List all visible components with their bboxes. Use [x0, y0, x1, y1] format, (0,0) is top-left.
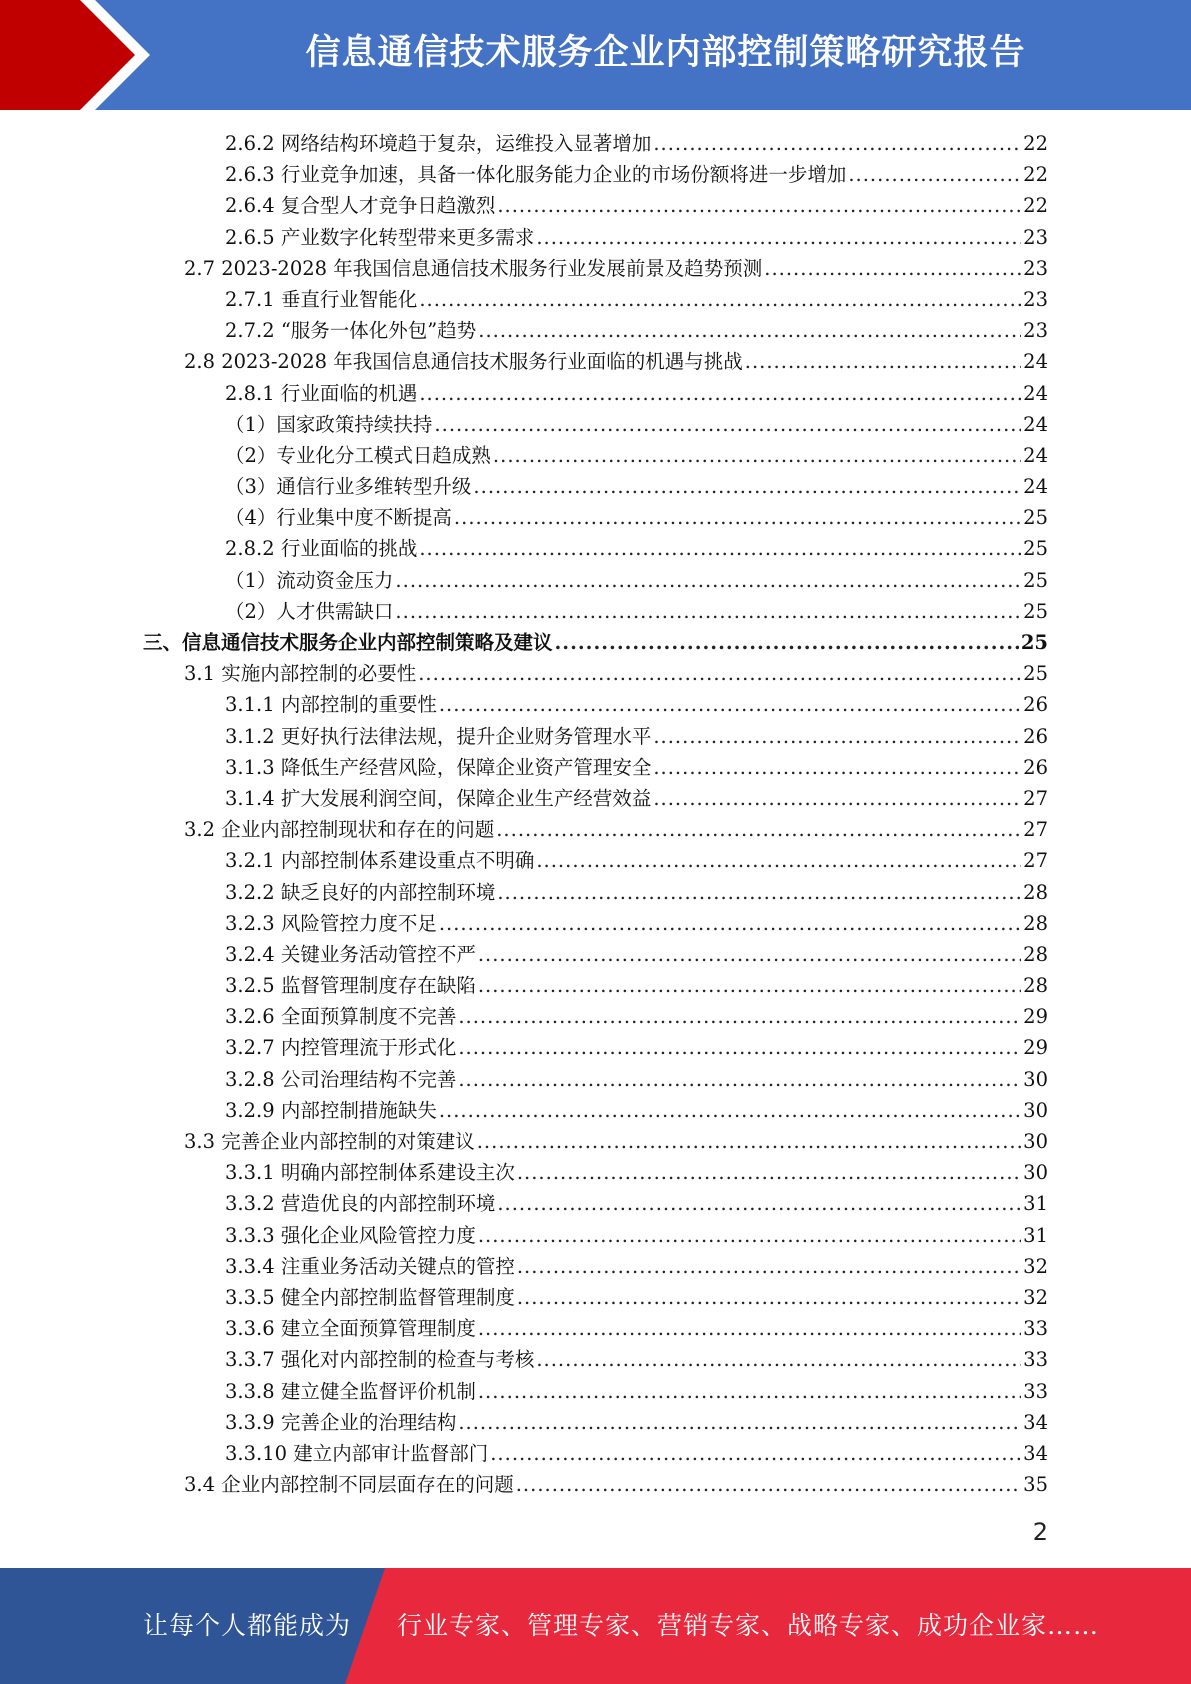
toc-entry-page: 33 [1023, 1317, 1048, 1341]
header-arrow-decoration [0, 0, 160, 110]
toc-dot-leader [517, 1251, 1021, 1282]
toc-dot-leader [517, 1282, 1021, 1313]
toc-dot-leader [653, 752, 1021, 783]
toc-dot-leader [536, 1344, 1021, 1375]
toc-entry-page: 26 [1023, 755, 1048, 779]
toc-dot-leader [493, 440, 1021, 471]
toc-entry-title: 3.2.5 监督管理制度存在缺陷 [225, 974, 476, 998]
toc-entry[interactable] [0, 1095, 1191, 1126]
toc-entry-page: 28 [1023, 942, 1048, 966]
toc-entry[interactable] [0, 1157, 1191, 1188]
toc-entry[interactable] [0, 409, 1191, 440]
toc-entry[interactable] [0, 1251, 1191, 1282]
toc-entry[interactable] [0, 627, 1191, 658]
toc-entry-page: 25 [1020, 631, 1048, 654]
toc-dot-leader [454, 502, 1021, 533]
toc-entry-title: 2.8.1 行业面临的机遇 [225, 381, 418, 405]
table-of-contents [0, 128, 1191, 1500]
toc-entry-title: 3.3.8 建立健全监督评价机制 [225, 1379, 476, 1403]
toc-entry[interactable] [0, 1126, 1191, 1157]
toc-entry[interactable] [0, 1282, 1191, 1313]
toc-dot-leader [517, 1157, 1021, 1188]
toc-entry-page: 30 [1023, 1161, 1048, 1185]
toc-entry[interactable] [0, 939, 1191, 970]
toc-dot-leader [848, 159, 1021, 190]
toc-dot-leader [473, 471, 1021, 502]
toc-entry-title: 3.3.2 营造优良的内部控制环境 [225, 1192, 496, 1216]
toc-dot-leader [418, 658, 1021, 689]
toc-entry-title: 2.7.2 “服务一体化外包”趋势 [225, 319, 477, 343]
toc-entry-title: 3.1.4 扩大发展利润空间，保障企业生产经营效益 [225, 786, 652, 810]
toc-entry-page: 23 [1023, 225, 1048, 249]
toc-entry-page: 24 [1023, 381, 1048, 405]
toc-entry-page: 30 [1023, 1098, 1048, 1122]
toc-entry-page: 33 [1023, 1379, 1048, 1403]
toc-entry-page: 24 [1023, 412, 1048, 436]
toc-dot-leader [478, 939, 1021, 970]
toc-entry-title: （2）专业化分工模式日趋成熟 [225, 443, 491, 467]
toc-dot-leader [478, 1220, 1021, 1251]
toc-entry-title: 3.4 企业内部控制不同层面存在的问题 [184, 1473, 514, 1497]
toc-entry[interactable] [0, 908, 1191, 939]
toc-dot-leader [745, 346, 1021, 377]
toc-dot-leader [458, 1064, 1021, 1095]
toc-entry-page: 33 [1023, 1348, 1048, 1372]
toc-dot-leader [395, 596, 1021, 627]
toc-entry-title: 3.2.3 风险管控力度不足 [225, 911, 437, 935]
toc-entry-page: 22 [1023, 132, 1048, 155]
toc-entry[interactable] [0, 315, 1191, 346]
toc-entry[interactable] [0, 1220, 1191, 1251]
toc-entry[interactable] [0, 752, 1191, 783]
toc-entry-title: 3.1.3 降低生产经营风险，保障企业资产管理安全 [225, 755, 652, 779]
toc-entry[interactable] [0, 1188, 1191, 1219]
toc-entry[interactable] [0, 1032, 1191, 1063]
toc-entry[interactable] [0, 1407, 1191, 1438]
toc-entry[interactable] [0, 565, 1191, 596]
toc-dot-leader [439, 1095, 1021, 1126]
toc-entry-title: 3.1.1 内部控制的重要性 [225, 693, 437, 717]
toc-entry[interactable] [0, 346, 1191, 377]
toc-entry[interactable] [0, 378, 1191, 409]
toc-entry-title: （1）国家政策持续扶持 [225, 412, 433, 436]
toc-entry[interactable] [0, 845, 1191, 876]
page-header [0, 0, 1191, 110]
page-footer [0, 1568, 1191, 1684]
toc-entry[interactable] [0, 1438, 1191, 1469]
page-number: 2 [1032, 1518, 1048, 1546]
toc-entry-page: 29 [1023, 1005, 1048, 1029]
toc-entry-title: 3.1 实施内部控制的必要性 [184, 662, 417, 686]
toc-entry-title: 三、信息通信技术服务企业内部控制策略及建议 [143, 631, 553, 654]
toc-dot-leader [496, 814, 1021, 845]
toc-entry-page: 22 [1023, 163, 1048, 187]
toc-entry-title: 3.2.4 关键业务活动管控不严 [225, 942, 476, 966]
toc-dot-leader [478, 970, 1021, 1001]
toc-dot-leader [458, 1001, 1021, 1032]
toc-dot-leader [419, 533, 1021, 564]
toc-entry-title: 3.3.5 健全内部控制监督管理制度 [225, 1285, 515, 1309]
toc-dot-leader [536, 222, 1021, 253]
toc-entry-page: 29 [1023, 1036, 1048, 1060]
toc-entry[interactable] [0, 1001, 1191, 1032]
toc-entry-title: 3.3.4 注重业务活动关键点的管控 [225, 1254, 515, 1278]
toc-entry-page: 28 [1023, 911, 1048, 935]
toc-entry[interactable] [0, 721, 1191, 752]
toc-dot-leader [439, 689, 1021, 720]
toc-entry-page: 24 [1023, 443, 1048, 467]
toc-entry-page: 32 [1023, 1254, 1048, 1278]
toc-entry-title: （1）流动资金压力 [225, 568, 394, 592]
toc-entry[interactable] [0, 1313, 1191, 1344]
toc-entry-page: 25 [1023, 506, 1048, 530]
toc-dot-leader [653, 721, 1021, 752]
toc-dot-leader [458, 1032, 1021, 1063]
toc-entry-title: 2.6.2 网络结构环境趋于复杂，运维投入显著增加 [225, 132, 652, 155]
toc-entry-title: 2.8.2 行业面临的挑战 [225, 537, 418, 561]
toc-dot-leader [536, 845, 1021, 876]
toc-dot-leader [395, 565, 1021, 596]
toc-entry-title: 2.7.1 垂直行业智能化 [225, 287, 418, 311]
toc-entry-title: 3.2.8 公司治理结构不完善 [225, 1067, 457, 1091]
toc-entry[interactable] [0, 1469, 1191, 1500]
toc-entry-title: 3.2 企业内部控制现状和存在的问题 [184, 818, 495, 842]
toc-dot-leader [653, 783, 1021, 814]
toc-entry-page: 30 [1023, 1067, 1048, 1091]
toc-entry[interactable] [0, 1376, 1191, 1407]
toc-entry-page: 25 [1023, 599, 1048, 623]
toc-entry-title: 3.2.7 内控管理流于形式化 [225, 1036, 457, 1060]
toc-entry-title: 3.3.9 完善企业的治理结构 [225, 1410, 457, 1434]
toc-dot-leader [497, 190, 1021, 221]
toc-dot-leader [764, 253, 1021, 284]
toc-entry-title: 3.3.3 强化企业风险管控力度 [225, 1223, 476, 1247]
toc-entry[interactable] [0, 190, 1191, 221]
toc-entry-title: 2.6.5 产业数字化转型带来更多需求 [225, 225, 535, 249]
toc-entry-page: 25 [1023, 662, 1048, 686]
toc-entry[interactable] [0, 533, 1191, 564]
toc-entry-title: （4）行业集中度不断提高 [225, 506, 452, 530]
toc-entry-title: 3.3.7 强化对内部控制的检查与考核 [225, 1348, 535, 1372]
toc-entry-title: 2.8 2023-2028 年我国信息通信技术服务行业面临的机遇与挑战 [184, 350, 743, 374]
toc-entry-page: 35 [1023, 1473, 1048, 1497]
toc-entry-page: 26 [1023, 724, 1048, 748]
toc-entry[interactable] [0, 877, 1191, 908]
footer-slogan-left: 让每个人都能成为 [143, 1611, 352, 1640]
toc-entry-page: 23 [1023, 319, 1048, 343]
toc-dot-leader [434, 409, 1021, 440]
toc-entry-page: 24 [1023, 475, 1048, 499]
toc-entry-title: 2.6.3 行业竞争加速，具备一体化服务能力企业的市场份额将进一步增加 [225, 163, 847, 187]
toc-entry-page: 28 [1023, 880, 1048, 904]
toc-dot-leader [653, 128, 1021, 159]
toc-entry-page: 27 [1023, 786, 1048, 810]
toc-entry-page: 30 [1023, 1130, 1048, 1153]
toc-dot-leader [458, 1407, 1021, 1438]
toc-entry-page: 24 [1023, 350, 1048, 374]
toc-dot-leader [497, 877, 1021, 908]
footer-slogan-right: 行业专家、管理专家、营销专家、战略专家、成功企业家…… [397, 1611, 1100, 1640]
toc-dot-leader [516, 1469, 1021, 1500]
toc-entry-page: 28 [1023, 974, 1048, 998]
toc-entry[interactable] [0, 222, 1191, 253]
toc-entry-page: 27 [1023, 849, 1048, 873]
toc-dot-leader [419, 284, 1021, 315]
toc-dot-leader [478, 1313, 1021, 1344]
toc-entry-title: 3.3.6 建立全面预算管理制度 [225, 1317, 476, 1341]
toc-entry[interactable] [0, 970, 1191, 1001]
toc-entry[interactable] [0, 689, 1191, 720]
toc-dot-leader [477, 1126, 1021, 1157]
toc-entry-page: 27 [1023, 818, 1048, 842]
toc-entry-title: 3.2.2 缺乏良好的内部控制环境 [225, 880, 496, 904]
toc-entry[interactable] [0, 253, 1191, 284]
toc-entry-page: 25 [1023, 568, 1048, 592]
toc-entry[interactable] [0, 658, 1191, 689]
toc-entry-title: 3.3 完善企业内部控制的对策建议 [184, 1130, 475, 1153]
toc-entry[interactable] [0, 284, 1191, 315]
toc-entry[interactable] [0, 128, 1191, 159]
toc-entry-title: 3.2.9 内部控制措施缺失 [225, 1098, 437, 1122]
toc-entry-title: 3.3.1 明确内部控制体系建设主次 [225, 1161, 515, 1185]
toc-entry-page: 31 [1023, 1223, 1048, 1247]
toc-dot-leader [478, 315, 1021, 346]
toc-dot-leader [419, 378, 1021, 409]
toc-entry-title: 2.6.4 复合型人才竞争日趋激烈 [225, 194, 496, 218]
toc-entry[interactable] [0, 502, 1191, 533]
toc-entry-page: 22 [1023, 194, 1048, 218]
toc-entry-page: 34 [1023, 1410, 1048, 1434]
toc-entry[interactable] [0, 596, 1191, 627]
toc-entry-title: 3.2.1 内部控制体系建设重点不明确 [225, 849, 535, 873]
toc-entry-title: 3.1.2 更好执行法律法规，提升企业财务管理水平 [225, 724, 652, 748]
toc-dot-leader [497, 1188, 1021, 1219]
report-title: 信息通信技术服务企业内部控制策略研究报告 [305, 33, 1026, 73]
toc-entry[interactable] [0, 783, 1191, 814]
toc-entry-title: 3.2.6 全面预算制度不完善 [225, 1005, 457, 1029]
toc-entry[interactable] [0, 1064, 1191, 1095]
toc-entry[interactable] [0, 814, 1191, 845]
toc-entry-title: 3.3.10 建立内部审计监督部门 [225, 1441, 489, 1465]
toc-entry[interactable] [0, 159, 1191, 190]
toc-entry-page: 23 [1023, 287, 1048, 311]
toc-entry-page: 34 [1023, 1441, 1048, 1465]
toc-entry-page: 32 [1023, 1285, 1048, 1309]
toc-dot-leader [555, 627, 1019, 658]
toc-entry-title: （2）人才供需缺口 [225, 599, 394, 623]
toc-entry-page: 23 [1023, 256, 1048, 280]
toc-entry-title: 2.7 2023-2028 年我国信息通信技术服务行业发展前景及趋势预测 [184, 256, 763, 280]
toc-entry-page: 31 [1023, 1192, 1048, 1216]
toc-dot-leader [478, 1376, 1021, 1407]
toc-entry-page: 26 [1023, 693, 1048, 717]
toc-entry[interactable] [0, 1344, 1191, 1375]
toc-dot-leader [490, 1438, 1021, 1469]
toc-entry[interactable] [0, 471, 1191, 502]
toc-dot-leader [439, 908, 1021, 939]
toc-entry[interactable] [0, 440, 1191, 471]
toc-entry-title: （3）通信行业多维转型升级 [225, 475, 472, 499]
toc-entry-page: 25 [1023, 537, 1048, 561]
